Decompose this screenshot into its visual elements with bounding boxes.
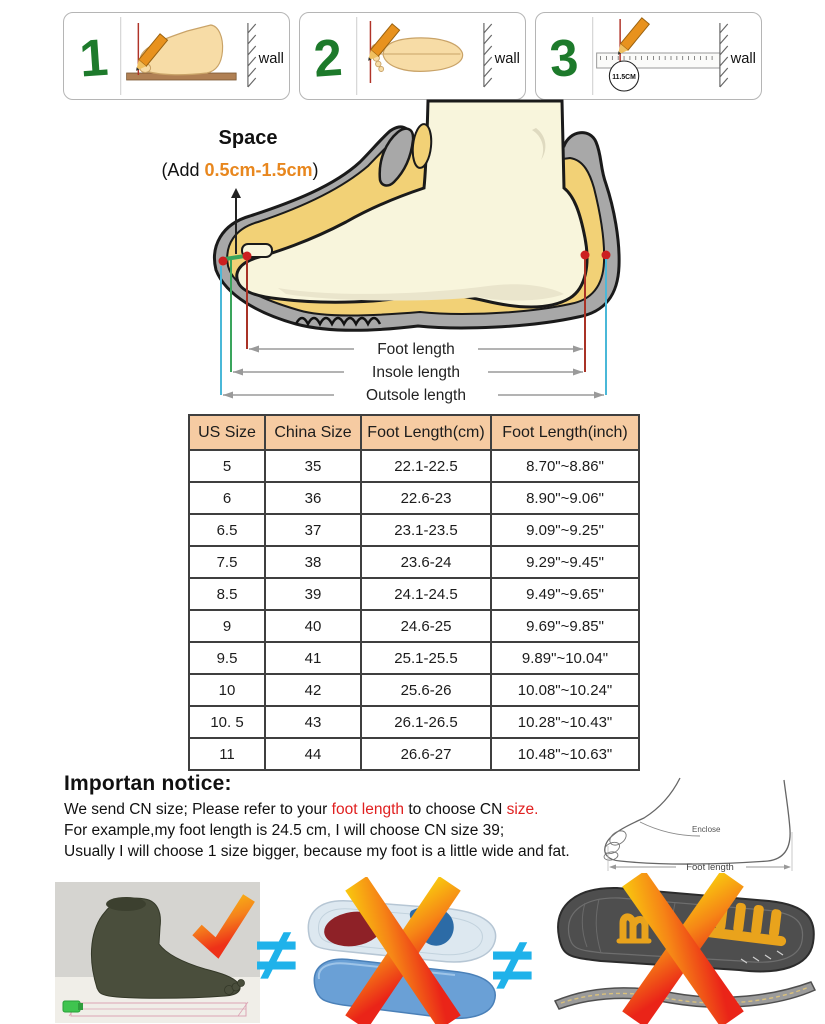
tread-logo-left: [619, 917, 649, 941]
notice-line-2: For example,my foot length is 24.5 cm, I will choose CN size 39;: [64, 822, 505, 839]
step-3-illustration: [536, 13, 761, 99]
table-cell: 9.29"~9.45": [491, 546, 639, 578]
table-cell: 22.1-22.5: [361, 450, 491, 482]
notice-line-1: We send CN size; Please refer to your foot length to choose CN size.: [64, 801, 539, 818]
dot-heel-outer: [602, 251, 611, 260]
col-header-us-size: US Size: [189, 415, 265, 450]
green-marker: [63, 1001, 83, 1012]
table-row: [189, 738, 639, 770]
table-cell: 26.1-26.5: [361, 706, 491, 738]
table-row: [189, 642, 639, 674]
foot-model-svg: [55, 882, 260, 1023]
table-header-row: [189, 415, 639, 450]
size-chart-table: [188, 414, 640, 771]
col-header-foot-length-inch: Foot Length(inch): [491, 415, 639, 450]
outsole-svg: [545, 873, 825, 1024]
table-cell: 44: [265, 738, 361, 770]
insole-length-label: Insole length: [372, 364, 460, 381]
wall-label: wall: [730, 50, 756, 68]
table-cell: 39: [265, 578, 361, 610]
table-cell: 9.89"~10.04": [491, 642, 639, 674]
space-label: Space: [218, 127, 278, 149]
table-row: [189, 610, 639, 642]
table-cell: 41: [265, 642, 361, 674]
foot-outline: [605, 778, 790, 864]
insoles-svg: [303, 877, 505, 1024]
table-cell: 35: [265, 450, 361, 482]
table-cell: 9.49"~9.65": [491, 578, 639, 610]
not-equal-icon: ≠: [492, 923, 533, 1006]
space-add-label: (Add 0.5cm-1.5cm): [161, 160, 319, 180]
step-1-illustration: [64, 13, 289, 99]
outsole-length-label: Outsole length: [366, 387, 466, 404]
dot-heel-inner: [581, 251, 590, 260]
shoe-cutaway-diagram: [128, 98, 690, 412]
table-cell: 22.6-23: [361, 482, 491, 514]
insoles-image: [303, 877, 505, 1024]
table-cell: 9: [189, 610, 265, 642]
table-cell: 8.90"~9.06": [491, 482, 639, 514]
step-number: 2: [311, 27, 344, 88]
table-cell: 10.48"~10.63": [491, 738, 639, 770]
table-row: [189, 450, 639, 482]
table-cell: 24.6-25: [361, 610, 491, 642]
table-cell: 10.08"~10.24": [491, 674, 639, 706]
table-cell: 6.5: [189, 514, 265, 546]
step-box-2: [299, 12, 526, 100]
table-cell: 9.5: [189, 642, 265, 674]
table-cell: 37: [265, 514, 361, 546]
not-equal-icon: ≠: [256, 913, 297, 996]
table-cell: 38: [265, 546, 361, 578]
step-box-1: [63, 12, 290, 100]
table-row: [189, 482, 639, 514]
table-cell: 11: [189, 738, 265, 770]
step-2-illustration: [300, 13, 525, 99]
table-cell: 43: [265, 706, 361, 738]
table-cell: 23.1-23.5: [361, 514, 491, 546]
table-cell: 25.1-25.5: [361, 642, 491, 674]
table-cell: 23.6-24: [361, 546, 491, 578]
table-cell: 9.69"~9.85": [491, 610, 639, 642]
wall-label: wall: [258, 50, 284, 68]
table-cell: 9.09"~9.25": [491, 514, 639, 546]
table-cell: 7.5: [189, 546, 265, 578]
foot-length-label: Foot length: [377, 341, 455, 358]
table-cell: 8.5: [189, 578, 265, 610]
foot-length-sketch: [596, 776, 824, 872]
table-cell: 10. 5: [189, 706, 265, 738]
wall-label: wall: [494, 50, 520, 68]
foot-length-highlight: foot length: [331, 801, 405, 818]
col-header-china-size: China Size: [265, 415, 361, 450]
table-cell: 6: [189, 482, 265, 514]
sketch-foot-length-label: Foot length: [686, 862, 734, 872]
table-row: [189, 578, 639, 610]
wall-hatch: [720, 23, 728, 87]
table-cell: 25.6-26: [361, 674, 491, 706]
wall-hatch: [484, 23, 492, 87]
table-cell: 36: [265, 482, 361, 514]
table-row: [189, 674, 639, 706]
notice-line-3: Usually I will choose 1 size bigger, because my foot is a little wide and fat.: [64, 843, 570, 860]
step-number: 3: [547, 27, 580, 88]
outsole-image: [545, 873, 825, 1024]
space-arrowhead: [231, 188, 241, 198]
table-cell: 40: [265, 610, 361, 642]
step-number: 1: [77, 27, 110, 88]
table-row: [189, 706, 639, 738]
size-highlight: size.: [506, 801, 539, 818]
table-cell: 5: [189, 450, 265, 482]
foot-side-illustration: [127, 25, 237, 80]
sole-side-view: [555, 982, 815, 1009]
step-box-3: [535, 12, 762, 100]
table-cell: 26.6-27: [361, 738, 491, 770]
table-cell: 10.28"~10.43": [491, 706, 639, 738]
col-header-foot-length-cm: Foot Length(cm): [361, 415, 491, 450]
table-cell: 10: [189, 674, 265, 706]
dot-toe-outer: [219, 257, 228, 266]
foot-model-photo: [55, 882, 260, 1023]
shoe-diagram-svg: [128, 98, 690, 412]
table-row: [189, 546, 639, 578]
table-cell: 24.1-24.5: [361, 578, 491, 610]
foot-sketch-svg: [596, 776, 824, 872]
table-row: [189, 514, 639, 546]
enclose-label: Enclose: [692, 825, 721, 834]
notice-body: [64, 799, 570, 862]
wall-hatch: [248, 23, 256, 87]
notice-title: Importan notice:: [64, 772, 232, 795]
table-cell: 42: [265, 674, 361, 706]
measure-steps-row: [63, 12, 762, 100]
dot-toe-inner: [243, 252, 252, 261]
table-cell: 8.70"~8.86": [491, 450, 639, 482]
ruler-value: 11.5CM: [612, 73, 636, 82]
